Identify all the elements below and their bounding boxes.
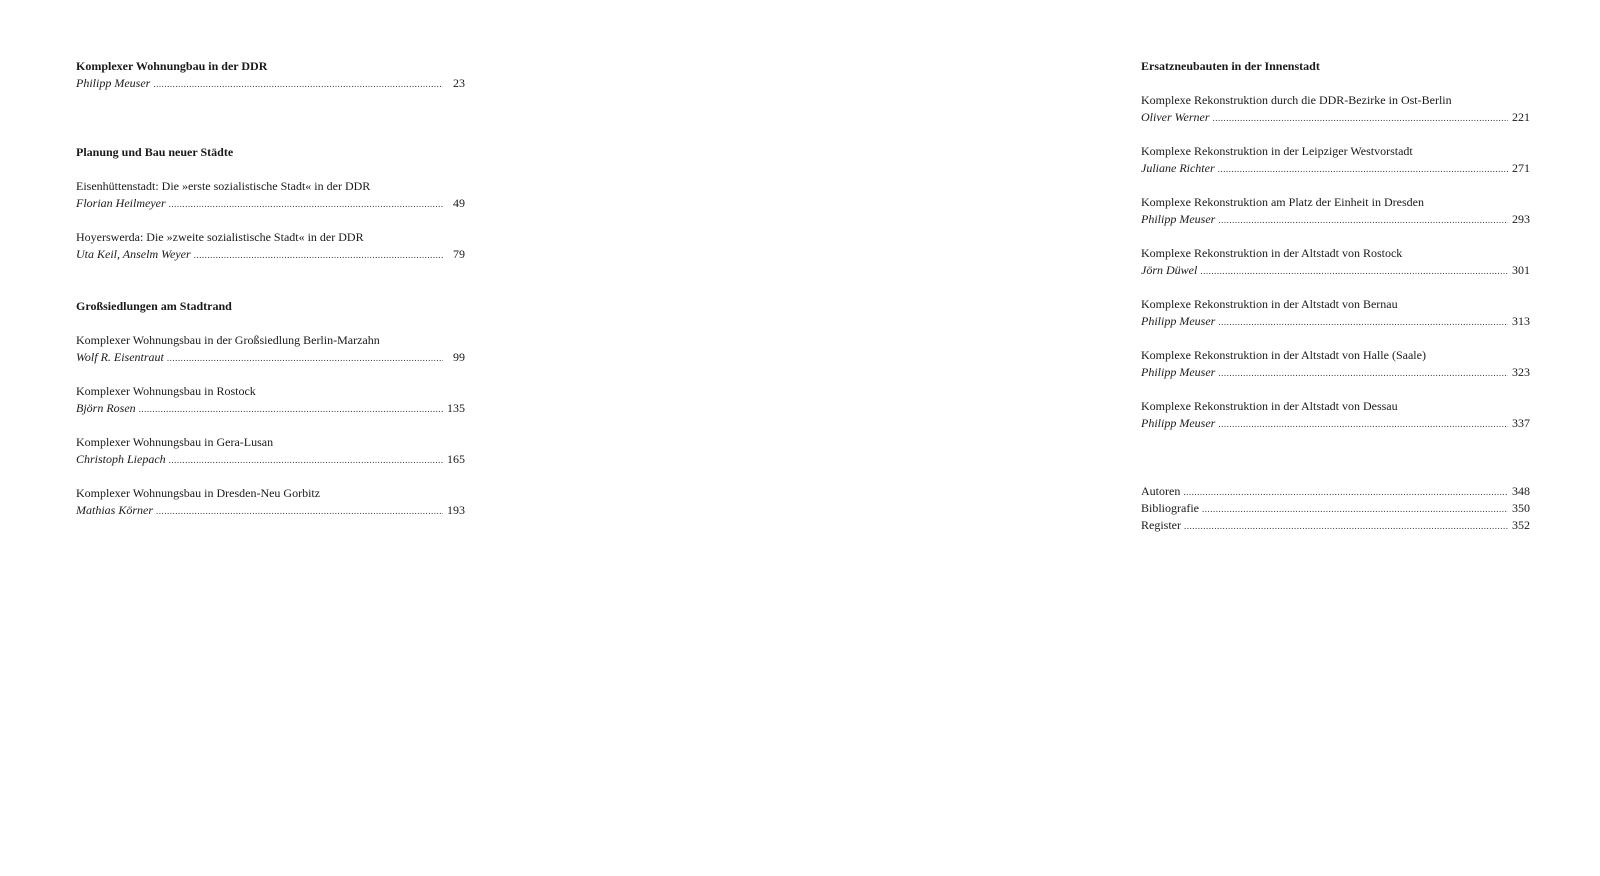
entry-title: Komplexe Rekonstruktion in der Altstadt von Bernau bbox=[1141, 297, 1398, 311]
entry-page-number: 313 bbox=[1512, 314, 1530, 328]
dot-leader bbox=[156, 503, 443, 520]
entry-title: Komplexe Rekonstruktion am Platz der Einheit in Dresden bbox=[1141, 195, 1424, 209]
toc-appendix-item[interactable] bbox=[1141, 500, 1530, 517]
entry-title: Eisenhüttenstadt: Die »erste sozialistische Stadt« in der DDR bbox=[76, 179, 371, 193]
toc-appendix bbox=[1141, 483, 1530, 534]
dot-leader bbox=[1183, 484, 1508, 501]
dot-leader bbox=[167, 350, 443, 367]
entry-page-number: 323 bbox=[1512, 365, 1530, 379]
entry-page-number: 99 bbox=[453, 350, 465, 364]
appendix-label: Register bbox=[1141, 518, 1181, 532]
entry-page-number: 135 bbox=[447, 401, 465, 415]
entry-title: Komplexer Wohnungsbau in Gera-Lusan bbox=[76, 435, 274, 449]
entry-title: Komplexe Rekonstruktion in der Altstadt von Dessau bbox=[1141, 399, 1398, 413]
entry-page-number: 301 bbox=[1512, 263, 1530, 277]
entry-title: Komplexe Rekonstruktion in der Altstadt von Halle (Saale) bbox=[1141, 348, 1426, 362]
entry-author: Florian Heilmeyer bbox=[76, 196, 166, 210]
section-title: Ersatzneubauten in der Innenstadt bbox=[1141, 59, 1320, 73]
toc-section-large-estates bbox=[76, 298, 465, 519]
entry-author: Philipp Meuser bbox=[1141, 365, 1216, 379]
entry-page-number: 79 bbox=[453, 247, 465, 261]
toc-entry[interactable] bbox=[76, 485, 465, 519]
toc-entry[interactable] bbox=[76, 75, 465, 92]
dot-leader bbox=[1218, 416, 1508, 433]
toc-section-intro bbox=[76, 58, 465, 92]
toc-left-column bbox=[76, 58, 465, 536]
appendix-label: Autoren bbox=[1141, 484, 1181, 498]
entry-title: Komplexer Wohnungsbau in Rostock bbox=[76, 384, 256, 398]
entry-title: Hoyerswerda: Die »zweite sozialistische Stadt« in der DDR bbox=[76, 230, 364, 244]
dot-leader bbox=[169, 196, 443, 213]
toc-entry[interactable] bbox=[76, 434, 465, 468]
toc-entry[interactable] bbox=[1141, 296, 1530, 330]
toc-appendix-item[interactable] bbox=[1141, 483, 1530, 500]
dot-leader bbox=[1200, 263, 1508, 280]
section-title: Großsiedlungen am Stadtrand bbox=[76, 299, 232, 313]
toc-right-column bbox=[1141, 58, 1530, 534]
entry-title: Komplexe Rekonstruktion in der Altstadt von Rostock bbox=[1141, 246, 1403, 260]
dot-leader bbox=[194, 247, 443, 264]
entry-page-number: 352 bbox=[1512, 518, 1530, 532]
entry-page-number: 165 bbox=[447, 452, 465, 466]
dot-leader bbox=[1202, 501, 1508, 518]
entry-page-number: 271 bbox=[1512, 161, 1530, 175]
entry-title: Komplexer Wohnungsbau in der Großsiedlung Berlin-Marzahn bbox=[76, 333, 380, 347]
toc-entry[interactable] bbox=[76, 332, 465, 366]
section-title: Komplexer Wohnungbau in der DDR bbox=[76, 59, 268, 73]
entry-page-number: 293 bbox=[1512, 212, 1530, 226]
dot-leader bbox=[1213, 110, 1508, 127]
entry-page-number: 221 bbox=[1512, 110, 1530, 124]
appendix-label: Bibliografie bbox=[1141, 501, 1199, 515]
entry-author: Mathias Körner bbox=[76, 503, 154, 517]
dot-leader bbox=[1218, 161, 1508, 178]
dot-leader bbox=[1218, 365, 1508, 382]
entry-author: Oliver Werner bbox=[1141, 110, 1210, 124]
entry-author: Björn Rosen bbox=[76, 401, 136, 415]
toc-entry[interactable] bbox=[76, 229, 465, 263]
entry-page-number: 348 bbox=[1512, 484, 1530, 498]
toc-appendix-item[interactable] bbox=[1141, 517, 1530, 534]
entry-author: Uta Keil, Anselm Weyer bbox=[76, 247, 191, 261]
entry-author: Juliane Richter bbox=[1141, 161, 1215, 175]
toc-section-inner-city bbox=[1141, 58, 1530, 432]
entry-author: Jörn Düwel bbox=[1141, 263, 1198, 277]
dot-leader bbox=[139, 401, 443, 418]
entry-page-number: 23 bbox=[453, 76, 465, 90]
toc-entry[interactable] bbox=[1141, 143, 1530, 177]
entry-author: Philipp Meuser bbox=[1141, 314, 1216, 328]
dot-leader bbox=[1218, 314, 1508, 331]
dot-leader bbox=[1218, 212, 1508, 229]
entry-author: Philipp Meuser bbox=[76, 76, 151, 90]
entry-author: Philipp Meuser bbox=[1141, 212, 1216, 226]
entry-page-number: 337 bbox=[1512, 416, 1530, 430]
entry-author: Wolf R. Eisentraut bbox=[76, 350, 164, 364]
dot-leader bbox=[153, 76, 443, 93]
toc-entry[interactable] bbox=[76, 178, 465, 212]
entry-title: Komplexe Rekonstruktion durch die DDR-Bezirke in Ost-Berlin bbox=[1141, 93, 1452, 107]
entry-title: Komplexe Rekonstruktion in der Leipziger Westvorstadt bbox=[1141, 144, 1413, 158]
toc-entry[interactable] bbox=[76, 383, 465, 417]
section-title: Planung und Bau neuer Städte bbox=[76, 145, 234, 159]
entry-page-number: 193 bbox=[447, 503, 465, 517]
entry-page-number: 49 bbox=[453, 196, 465, 210]
toc-entry[interactable] bbox=[1141, 398, 1530, 432]
entry-page-number: 350 bbox=[1512, 501, 1530, 515]
toc-entry[interactable] bbox=[1141, 245, 1530, 279]
toc-entry[interactable] bbox=[1141, 347, 1530, 381]
entry-title: Komplexer Wohnungsbau in Dresden-Neu Gorbitz bbox=[76, 486, 321, 500]
toc-section-new-towns bbox=[76, 144, 465, 263]
toc-entry[interactable] bbox=[1141, 92, 1530, 126]
dot-leader bbox=[1184, 518, 1508, 535]
toc-entry[interactable] bbox=[1141, 194, 1530, 228]
dot-leader bbox=[169, 452, 443, 469]
entry-author: Philipp Meuser bbox=[1141, 416, 1216, 430]
entry-author: Christoph Liepach bbox=[76, 452, 166, 466]
